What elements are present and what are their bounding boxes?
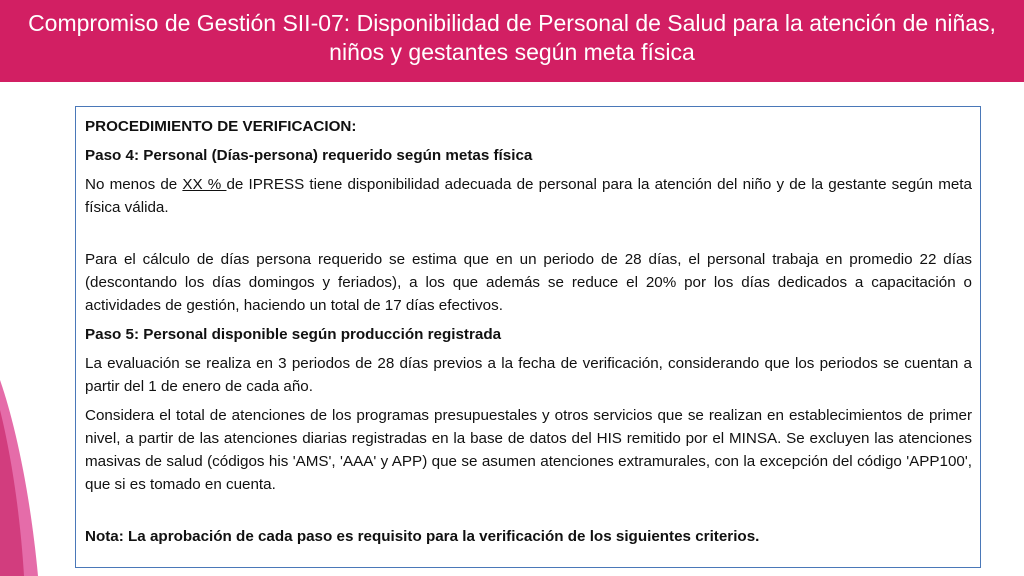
procedure-heading: PROCEDIMIENTO DE VERIFICACION: — [85, 118, 357, 135]
decorative-swoosh — [0, 380, 40, 576]
percentage-placeholder: XX % — [182, 176, 227, 193]
step5-paragraph-1: La evaluación se realiza en 3 periodos de 28 días previos a la fecha de verificación, considerando que los periodos se cuentan a partir del 1 de enero de cada año. — [85, 355, 972, 395]
step4-p1-post: de IPRESS tiene disponibilidad adecuada de personal para la atención del niño y de la gestante según meta física válida. — [85, 176, 972, 216]
step4-paragraph-2: Para el cálculo de días persona requerido se estima que en un periodo de 28 días, el personal trabaja en promedio 22 días (descontando los días domingos y feriados), a los que además se reduce el 20% por los días dedicados a capacitación o actividades de gestión, haciendo un total de 17 días efectivos. — [85, 251, 972, 314]
step4-title: Paso 4: Personal (Días-persona) requerido según metas física — [85, 147, 533, 164]
step5-title: Paso 5: Personal disponible según producción registrada — [85, 326, 502, 343]
verification-procedure-box — [75, 106, 981, 568]
approval-note: Nota: La aprobación de cada paso es requisito para la verificación de los siguientes criterios. — [85, 528, 760, 545]
blank-line — [85, 219, 972, 242]
title-banner — [0, 0, 1024, 82]
step4-paragraph-1 — [85, 173, 972, 219]
step4-p1-pre: No menos de — [85, 176, 183, 193]
step5-paragraph-2: Considera el total de atenciones de los programas presupuestales y otros servicios que se realizan en establecimientos de primer nivel, a partir de las atenciones diarias registradas en la base de datos del HIS remitido por el MINSA. Se excluyen las atenciones masivas de salud (códigos his 'AMS', 'AAA' y APP) que se asumen atenciones extramurales, con la excepción del código 'APP100', que si es tomado en cuenta. — [85, 407, 972, 493]
slide-title: Compromiso de Gestión SII-07: Disponibilidad de Personal de Salud para la atención de niñas, niños y gestantes según meta física — [28, 10, 996, 65]
blank-line — [85, 496, 972, 519]
